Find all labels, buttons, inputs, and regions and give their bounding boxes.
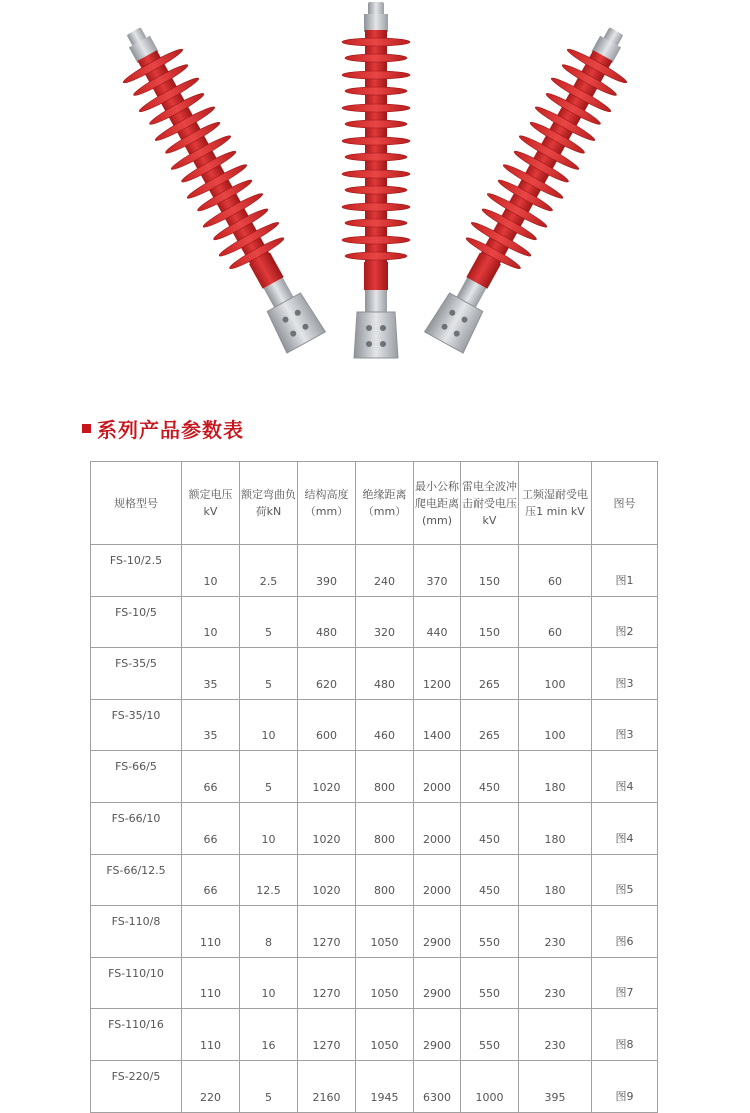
value-cell: 35 [182,699,240,751]
value-cell: 1270 [298,906,356,958]
value-cell: 1050 [356,906,414,958]
table-row [91,906,658,958]
value-cell: 2160 [298,1060,356,1112]
value-cell: 600 [298,699,356,751]
value-cell: 550 [461,906,519,958]
table-body [91,545,658,1113]
value-cell: 图7 [592,957,658,1009]
column-header: 工频湿耐受电压1 min kV [519,462,592,545]
table-row [91,751,658,803]
value-cell: 450 [461,854,519,906]
value-cell: 150 [461,596,519,648]
value-cell: 265 [461,699,519,751]
value-cell: 230 [519,1009,592,1061]
value-cell: 2900 [414,1009,461,1061]
value-cell: 5 [240,596,298,648]
value-cell: 1400 [414,699,461,751]
value-cell: 100 [519,648,592,700]
table-row [91,545,658,597]
value-cell: 800 [356,854,414,906]
value-cell: 66 [182,751,240,803]
table-row [91,802,658,854]
value-cell: 1050 [356,957,414,1009]
value-cell: 480 [356,648,414,700]
value-cell: 2000 [414,751,461,803]
value-cell: 图1 [592,545,658,597]
value-cell: 66 [182,854,240,906]
column-header: 额定弯曲负荷kN [240,462,298,545]
value-cell: 480 [298,596,356,648]
table-row [91,1060,658,1112]
value-cell: 110 [182,1009,240,1061]
value-cell: 1270 [298,957,356,1009]
column-header: 额定电压kV [182,462,240,545]
model-cell: FS-35/5 [91,648,182,700]
value-cell: 1020 [298,751,356,803]
value-cell: 110 [182,906,240,958]
value-cell: 35 [182,648,240,700]
value-cell: 620 [298,648,356,700]
value-cell: 395 [519,1060,592,1112]
value-cell: 800 [356,751,414,803]
column-header: 雷电全波冲击耐受电压kV [461,462,519,545]
value-cell: 图8 [592,1009,658,1061]
table-row [91,648,658,700]
value-cell: 230 [519,957,592,1009]
model-cell: FS-66/5 [91,751,182,803]
section-heading [82,414,244,442]
value-cell: 图3 [592,699,658,751]
model-cell: FS-110/16 [91,1009,182,1061]
value-cell: 1270 [298,1009,356,1061]
table-row [91,1009,658,1061]
value-cell: 390 [298,545,356,597]
model-cell: FS-10/2.5 [91,545,182,597]
value-cell: 5 [240,751,298,803]
value-cell: 1200 [414,648,461,700]
value-cell: 60 [519,596,592,648]
value-cell: 450 [461,751,519,803]
value-cell: 图4 [592,802,658,854]
value-cell: 5 [240,1060,298,1112]
model-cell: FS-10/5 [91,596,182,648]
column-header: 规格型号 [91,462,182,545]
value-cell: 2900 [414,906,461,958]
value-cell: 10 [240,957,298,1009]
value-cell: 图4 [592,751,658,803]
value-cell: 2900 [414,957,461,1009]
value-cell: 5 [240,648,298,700]
value-cell: 550 [461,957,519,1009]
model-cell: FS-66/12.5 [91,854,182,906]
table-row [91,854,658,906]
value-cell: 12.5 [240,854,298,906]
value-cell: 60 [519,545,592,597]
model-cell: FS-66/10 [91,802,182,854]
value-cell: 1020 [298,802,356,854]
value-cell: 180 [519,802,592,854]
value-cell: 220 [182,1060,240,1112]
heading-marker [82,424,91,433]
value-cell: 图3 [592,648,658,700]
value-cell: 10 [182,596,240,648]
model-cell: FS-110/10 [91,957,182,1009]
value-cell: 66 [182,802,240,854]
value-cell: 550 [461,1009,519,1061]
value-cell: 图5 [592,854,658,906]
value-cell: 450 [461,802,519,854]
value-cell: 图9 [592,1060,658,1112]
value-cell: 6300 [414,1060,461,1112]
column-header: 绝缘距离（mm） [356,462,414,545]
model-cell: FS-220/5 [91,1060,182,1112]
table-row [91,596,658,648]
value-cell: 10 [240,802,298,854]
value-cell: 460 [356,699,414,751]
value-cell: 8 [240,906,298,958]
value-cell: 2.5 [240,545,298,597]
value-cell: 1945 [356,1060,414,1112]
value-cell: 320 [356,596,414,648]
value-cell: 110 [182,957,240,1009]
value-cell: 1000 [461,1060,519,1112]
model-cell: FS-35/10 [91,699,182,751]
value-cell: 16 [240,1009,298,1061]
section-title: 系列产品参数表 [97,417,244,442]
product-image [0,0,750,400]
value-cell: 10 [182,545,240,597]
value-cell: 800 [356,802,414,854]
table-row [91,699,658,751]
model-cell: FS-110/8 [91,906,182,958]
table-row [91,957,658,1009]
column-header: 图号 [592,462,658,545]
value-cell: 2000 [414,802,461,854]
value-cell: 440 [414,596,461,648]
value-cell: 150 [461,545,519,597]
value-cell: 1050 [356,1009,414,1061]
column-header: 结构高度（mm） [298,462,356,545]
value-cell: 图2 [592,596,658,648]
value-cell: 2000 [414,854,461,906]
value-cell: 100 [519,699,592,751]
value-cell: 230 [519,906,592,958]
column-header: 最小公称爬电距离(mm) [414,462,461,545]
value-cell: 图6 [592,906,658,958]
value-cell: 180 [519,854,592,906]
value-cell: 1020 [298,854,356,906]
value-cell: 265 [461,648,519,700]
value-cell: 370 [414,545,461,597]
value-cell: 10 [240,699,298,751]
table-header-row [91,462,658,545]
spec-table [90,461,658,1113]
value-cell: 180 [519,751,592,803]
value-cell: 240 [356,545,414,597]
